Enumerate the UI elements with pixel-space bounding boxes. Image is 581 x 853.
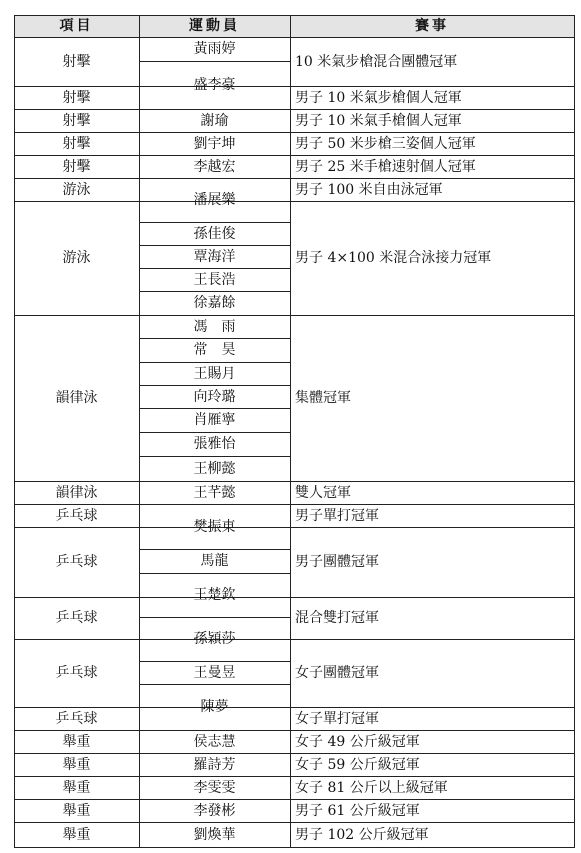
event-cell: 男子 61 公斤級冠軍 [295, 802, 420, 819]
athlete-cell: 樊振東 [193, 518, 236, 535]
event-cell: 男子 10 米氣手槍個人冠軍 [295, 112, 462, 129]
sport-cell: 乒乓球 [55, 554, 98, 570]
header-event: 賽事 [415, 18, 449, 34]
athlete-cell: 王楚欽 [193, 587, 236, 603]
event-cell: 男子 100 米自由泳冠軍 [295, 181, 443, 198]
athlete-cell: 潘展樂 [193, 192, 236, 208]
athlete-cell: 孫佳俊 [193, 225, 236, 242]
event-cell: 混合雙打冠軍 [295, 610, 379, 626]
event-cell: 女子 81 公斤以上級冠軍 [295, 779, 448, 796]
event-cell: 男子 10 米氣步槍個人冠軍 [295, 89, 462, 106]
sport-cell: 韻律泳 [55, 484, 98, 501]
event-cell: 男子 4×100 米混合泳接力冠軍 [295, 250, 492, 266]
grid-line-v [574, 15, 575, 848]
event-cell: 女子團體冠軍 [295, 665, 379, 681]
sport-cell: 游泳 [62, 181, 91, 198]
athlete-cell: 李越宏 [193, 158, 236, 175]
sport-cell: 射擊 [62, 158, 91, 175]
event-cell: 男子團體冠軍 [295, 554, 379, 570]
sport-cell: 射擊 [62, 135, 91, 152]
athlete-cell: 常 昊 [193, 342, 236, 358]
sport-cell: 游泳 [62, 250, 91, 266]
athlete-cell: 羅詩芳 [193, 756, 236, 773]
athlete-cell: 覃海洋 [193, 248, 236, 265]
athlete-cell: 孫穎莎 [193, 631, 236, 647]
athlete-cell: 李發彬 [193, 802, 236, 819]
event-cell: 雙人冠軍 [295, 484, 351, 501]
sport-cell: 舉重 [62, 802, 91, 819]
athlete-cell: 張雅怡 [193, 436, 236, 452]
header-athlete: 運動員 [189, 18, 240, 34]
athlete-cell: 王柳懿 [193, 460, 236, 477]
sport-cell: 舉重 [62, 779, 91, 796]
event-cell: 男子 102 公斤級冠軍 [295, 826, 429, 843]
athlete-cell: 黃雨婷 [193, 41, 236, 57]
event-cell: 男子 25 米手槍速射個人冠軍 [295, 158, 476, 175]
athlete-cell: 盛李豪 [193, 77, 236, 93]
athlete-cell: 劉宇坤 [193, 135, 236, 152]
event-cell: 女子單打冠軍 [295, 710, 379, 727]
athlete-cell: 肖雁寧 [193, 412, 236, 428]
sport-cell: 舉重 [62, 756, 91, 773]
athlete-cell: 侯志慧 [193, 733, 236, 750]
athlete-cell: 馬龍 [200, 553, 229, 569]
athlete-cell: 王芊懿 [193, 484, 236, 501]
sport-cell: 乒乓球 [55, 665, 98, 681]
event-cell: 10 米氣步槍混合團體冠軍 [295, 53, 458, 70]
grid-line-h [14, 847, 575, 848]
athlete-cell: 王賜月 [193, 365, 236, 382]
athlete-cell: 李雯雯 [193, 779, 236, 796]
athlete-cell: 王曼昱 [193, 664, 236, 681]
sport-cell: 乒乓球 [55, 610, 98, 626]
athlete-cell: 劉煥華 [193, 826, 236, 843]
sport-cell: 射擊 [62, 89, 91, 106]
sport-cell: 乒乓球 [55, 710, 98, 727]
athlete-cell: 謝瑜 [200, 112, 229, 129]
sport-cell: 射擊 [62, 112, 91, 129]
athlete-cell: 馮 雨 [193, 318, 236, 335]
event-cell: 女子 59 公斤級冠軍 [295, 756, 420, 773]
header-sport: 項目 [59, 18, 94, 34]
event-cell: 女子 49 公斤級冠軍 [295, 733, 420, 750]
sport-cell: 射擊 [62, 53, 91, 70]
sport-cell: 韻律泳 [55, 390, 98, 406]
event-cell: 男子 50 米步槍三姿個人冠軍 [295, 135, 476, 152]
athlete-cell: 王長浩 [193, 271, 236, 288]
athlete-cell: 陳夢 [200, 699, 229, 715]
athlete-cell: 向玲璐 [193, 388, 236, 405]
sport-cell: 舉重 [62, 826, 91, 843]
athlete-cell: 徐嘉餘 [193, 295, 236, 311]
sport-cell: 舉重 [62, 733, 91, 750]
event-cell: 男子單打冠軍 [295, 507, 379, 524]
sport-cell: 乒乓球 [55, 507, 98, 524]
event-cell: 集體冠軍 [295, 390, 351, 406]
